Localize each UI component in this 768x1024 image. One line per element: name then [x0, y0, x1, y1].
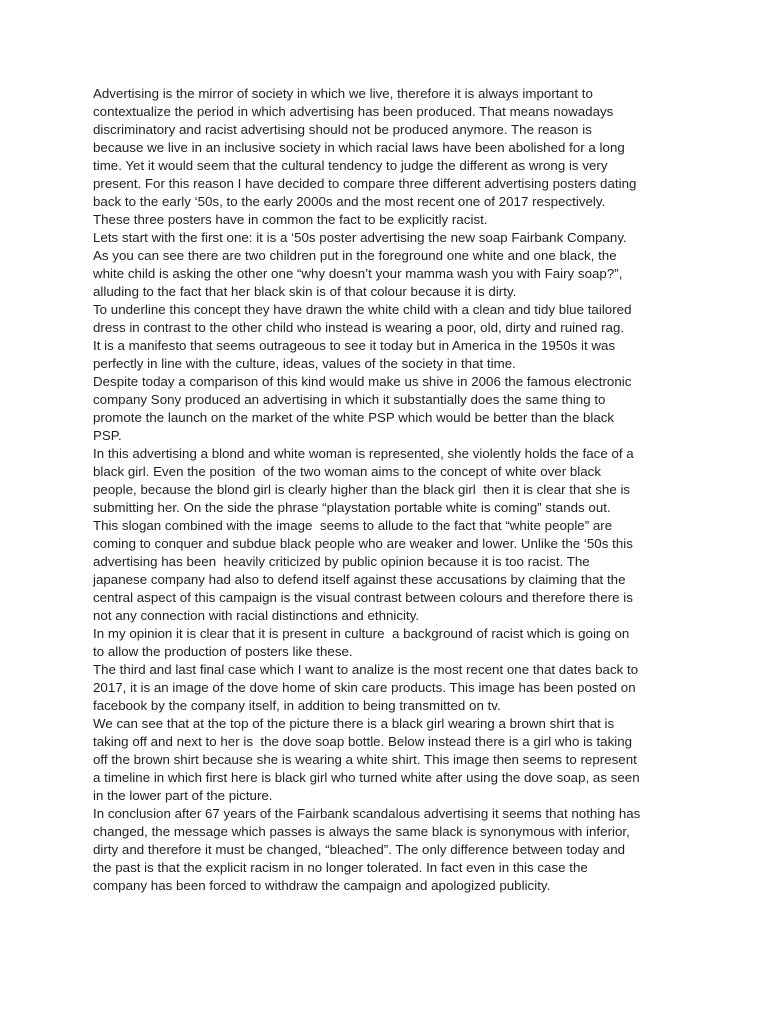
text-line: In conclusion after 67 years of the Fairbank scandalous advertising it seems that nothing has: [93, 806, 641, 821]
text-line: It is a manifesto that seems outrageous to see it today but in America in the 1950s it was: [93, 338, 616, 353]
text-line: discriminatory and racist advertising should not be produced anymore. The reason is: [93, 122, 592, 137]
text-line: company Sony produced an advertising in which it substantially does the same thing to: [93, 392, 606, 407]
text-line: alluding to the fact that her black skin is of that colour because it is dirty.: [93, 284, 517, 299]
text-line: time. Yet it would seem that the cultural tendency to judge the different as wrong is very: [93, 158, 608, 173]
text-line: As you can see there are two children put in the foreground one white and one black, the: [93, 248, 617, 263]
text-line: contextualize the period in which advertising has been produced. That means nowadays: [93, 104, 614, 119]
text-line: central aspect of this campaign is the visual contrast between colours and therefore there is: [93, 590, 633, 605]
text-line: japanese company had also to defend itself against these accusations by claiming that the: [93, 572, 626, 587]
text-line: advertising has been heavily criticized by public opinion because it is too racist. The: [93, 554, 590, 569]
text-line: In my opinion it is clear that it is present in culture a background of racist which is going on: [93, 626, 630, 641]
text-line: company has been forced to withdraw the campaign and apologized publicity.: [93, 878, 551, 893]
text-line: The third and last final case which I want to analize is the most recent one that dates back to: [93, 662, 639, 677]
text-line: dirty and therefore it must be changed, “bleached”. The only difference between today and: [93, 842, 626, 857]
text-line: We can see that at the top of the picture there is a black girl wearing a brown shirt that is: [93, 716, 615, 731]
text-line: submitting her. On the side the phrase “playstation portable white is coming” stands out.: [93, 500, 611, 515]
text-line: taking off and next to her is the dove soap bottle. Below instead there is a girl who is taking: [93, 734, 633, 749]
text-line: people, because the blond girl is clearly higher than the black girl then it is clear that she is: [93, 482, 631, 497]
text-line: Lets start with the first one: it is a ‘50s poster advertising the new soap Fairbank Company.: [93, 230, 627, 245]
text-line: promote the launch on the market of the white PSP which would be better than the black: [93, 410, 615, 425]
text-line: PSP.: [93, 428, 122, 443]
text-line: coming to conquer and subdue black people who are weaker and lower. Unlike the ‘50s this: [93, 536, 633, 551]
text-line: black girl. Even the position of the two woman aims to the concept of white over black: [93, 464, 602, 479]
text-line: because we live in an inclusive society in which racial laws have been abolished for a long: [93, 140, 625, 155]
text-line: To underline this concept they have drawn the white child with a clean and tidy blue tailored: [93, 302, 632, 317]
text-line: present. For this reason I have decided to compare three different advertising posters dating: [93, 176, 637, 191]
text-line: dress in contrast to the other child who instead is wearing a poor, old, dirty and ruined rag.: [93, 320, 625, 335]
text-line: a timeline in which first here is black girl who turned white after using the dove soap, as seen: [93, 770, 640, 785]
text-line: In this advertising a blond and white woman is represented, she violently holds the face of a: [93, 446, 634, 461]
text-line: Despite today a comparison of this kind would make us shive in 2006 the famous electronic: [93, 374, 632, 389]
essay-body: [93, 85, 693, 895]
text-line: back to the early ‘50s, to the early 2000s and the most recent one of 2017 respectively.: [93, 194, 606, 209]
text-line: facebook by the company itself, in addition to being transmitted on tv.: [93, 698, 501, 713]
text-line: in the lower part of the picture.: [93, 788, 273, 803]
text-line: to allow the production of posters like these.: [93, 644, 353, 659]
text-line: 2017, it is an image of the dove home of skin care products. This image has been posted on: [93, 680, 636, 695]
text-line: changed, the message which passes is always the same black is synonymous with inferior,: [93, 824, 630, 839]
text-line: not any connection with racial distinctions and ethnicity.: [93, 608, 420, 623]
text-line: off the brown shirt because she is wearing a white shirt. This image then seems to represent: [93, 752, 637, 767]
text-line: These three posters have in common the fact to be explicitly racist.: [93, 212, 488, 227]
text-line: white child is asking the other one “why doesn’t your mamma wash you with Fairy soap?”,: [93, 266, 623, 281]
text-line: Advertising is the mirror of society in which we live, therefore it is always important to: [93, 86, 593, 101]
text-line: This slogan combined with the image seems to allude to the fact that “white people” are: [93, 518, 613, 533]
text-line: perfectly in line with the culture, ideas, values of the society in that time.: [93, 356, 516, 371]
text-line: the past is that the explicit racism in no longer tolerated. In fact even in this case the: [93, 860, 588, 875]
